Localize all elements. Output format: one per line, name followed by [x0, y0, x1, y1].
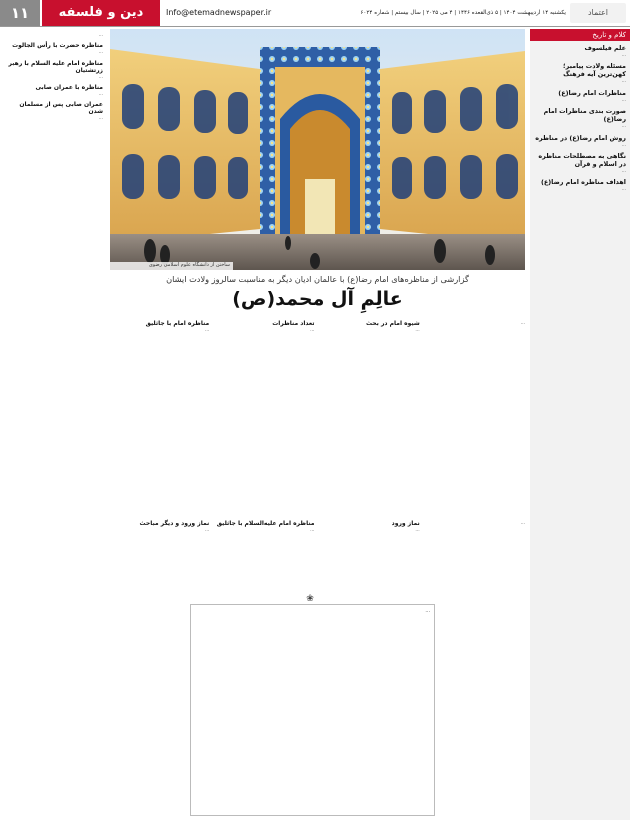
footnote-box — [190, 604, 435, 816]
column-text: ... — [415, 328, 420, 333]
left-section — [0, 57, 106, 81]
sidebar-tag: کلام و تاریخ — [530, 29, 630, 41]
left-section — [0, 29, 106, 39]
left-section — [0, 39, 106, 56]
column-heading: تعداد مناظرات — [272, 320, 315, 327]
sidebar-text: ... — [621, 187, 626, 193]
sidebar-text: ... — [621, 97, 626, 103]
article-column — [321, 318, 420, 518]
sidebar-section — [530, 104, 630, 130]
column-heading: مناظره امام علیه‌السلام با جاثلیق — [216, 520, 315, 527]
column-text: ... — [204, 328, 210, 333]
left-column — [0, 29, 106, 820]
column-heading: شیوه امام در بحث — [365, 320, 420, 327]
article-column — [110, 318, 209, 518]
article-column — [426, 518, 525, 776]
sidebar-heading: صورت بندی مناظرات امام رضا(ع) — [543, 107, 626, 124]
left-text: ... — [98, 91, 103, 97]
section-title: دین و فلسفه — [42, 0, 160, 26]
left-text: ... — [98, 116, 103, 122]
column-heading: نماز ورود — [391, 520, 420, 527]
ornament-icon: ❀ — [306, 594, 314, 604]
article-kicker: گزارشی از مناظره‌های امام رضا(ع) با عالمان ادیان دیگر به مناسبت سالروز ولادت ایشان — [166, 274, 469, 284]
left-heading: مناظره حضرت با رأس الجالوت — [12, 42, 103, 50]
sidebar-heading: اهداف مناظره امام رضا(ع) — [540, 178, 626, 187]
sidebar-text: ... — [621, 169, 626, 175]
sidebar-section — [530, 149, 630, 175]
footnote-text: ... — [425, 609, 430, 614]
column-text: ... — [310, 328, 315, 333]
sidebar-text: ... — [621, 142, 626, 148]
column-text: ... — [415, 528, 420, 533]
email-address[interactable]: Info@etemadnewspaper.ir — [166, 8, 272, 17]
sidebar-heading: مسئله ولادت پیامبر؛ کهن‌ترین آیه فرهنگ — [563, 62, 626, 79]
article-body — [110, 318, 525, 518]
column-text: ... — [520, 521, 525, 526]
page-header — [0, 0, 630, 26]
left-section — [0, 81, 106, 98]
column-text: ... — [204, 528, 210, 533]
newspaper-logo: اعتماد — [570, 3, 626, 23]
column-text: ... — [310, 528, 315, 533]
left-heading: عمران صابی پس از مسلمان شدن — [19, 101, 103, 116]
page-number: ۱۱ — [0, 0, 40, 26]
header-divider — [0, 26, 630, 27]
sidebar-heading: علم فیلسوف — [584, 44, 626, 52]
article-title: عالِمِ آل محمد(ص) — [232, 288, 403, 310]
left-heading: مناظره امام علیه السلام با رهبر زرتشتیان — [8, 59, 103, 74]
left-section — [0, 98, 106, 122]
sidebar-heading: نگاهی به مصطلحات مناظره در اسلام و قرآن — [538, 152, 626, 169]
sidebar-section — [530, 59, 630, 85]
column-heading: مناظره امام با جاثلیق — [145, 320, 210, 327]
column-heading: نماز ورود و دیگر مباحث — [139, 520, 210, 527]
sidebar-section — [530, 86, 630, 104]
left-text: ... — [98, 74, 103, 80]
sidebar-heading: مناظرات امام رضا(ع) — [558, 88, 626, 97]
sidebar-text: ... — [621, 124, 626, 130]
sidebar-text: ... — [621, 79, 626, 85]
shrine-illustration — [110, 29, 525, 270]
article-column — [426, 318, 525, 518]
column-text: ... — [520, 321, 525, 326]
sidebar-section — [530, 131, 630, 149]
sidebar-section — [530, 175, 630, 193]
date-line: یکشنبه ۱۴ اردیبهشت ۱۴۰۴ | ۵ ذی‌القعده ۱۴۴۶ | ۴ می ۲۰۲۵ | سال بیستم | شماره ۶۰۲۴ — [360, 10, 566, 16]
left-text: ... — [98, 50, 103, 56]
sidebar-text: ... — [621, 53, 626, 58]
right-sidebar — [530, 29, 630, 820]
photo-credit: ساختن از دانشگاه علوم اسلامی رضوی — [110, 262, 233, 271]
left-heading: مناظره با عمران صابی — [35, 83, 103, 91]
shrine-photo — [110, 29, 525, 270]
sidebar-section — [530, 41, 630, 59]
left-text: ... — [98, 33, 103, 38]
sidebar-heading: روش امام رضا(ع) در مناظره — [535, 133, 626, 142]
article-column — [215, 318, 314, 518]
